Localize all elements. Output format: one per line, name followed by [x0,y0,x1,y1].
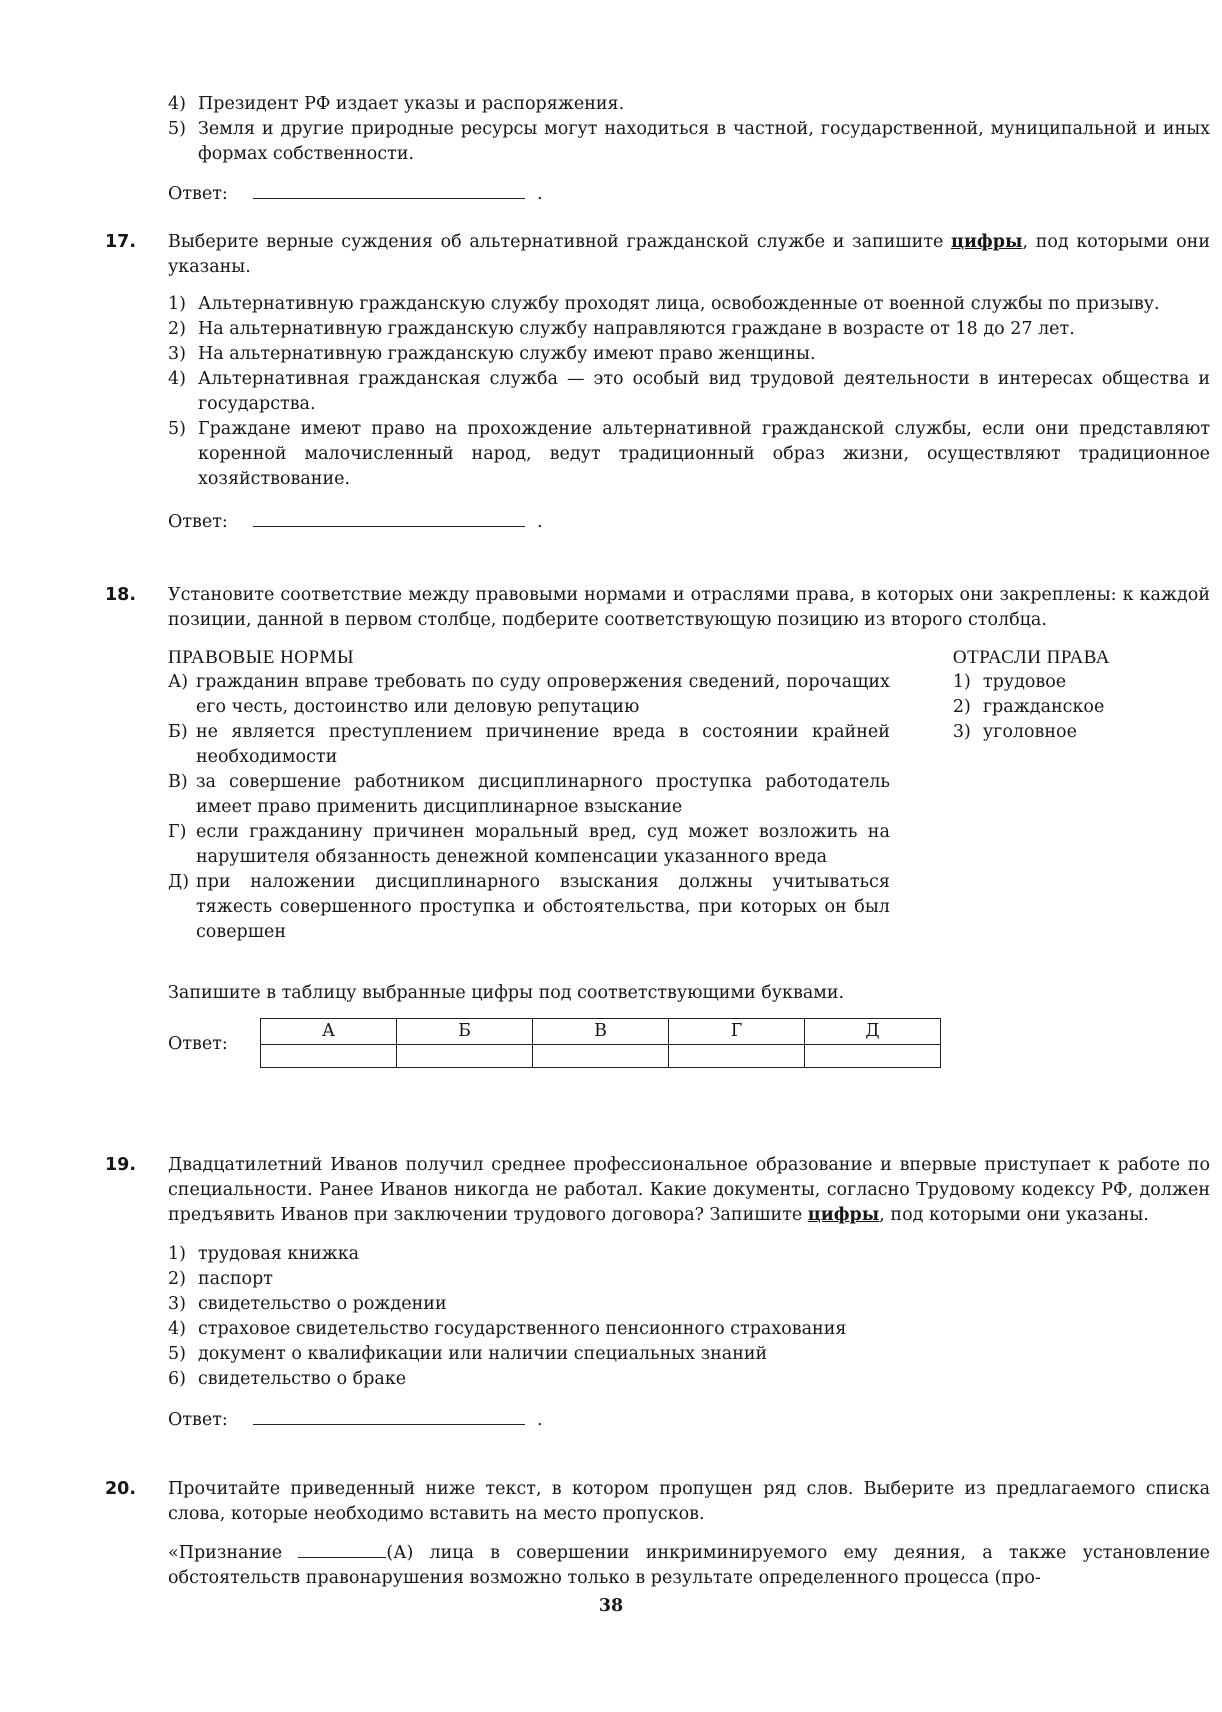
option-3: 3) На альтернативную гражданскую службу имеют право женщины. [168,344,816,364]
option-2: 2) паспорт [168,1269,273,1289]
option-4: 4) страховое свидетельство государственного пенсионного страхования [168,1319,847,1339]
task-number: 19. [105,1155,137,1175]
header-cell: Д [805,1019,941,1045]
norm-a: А) гражданин вправе требовать по суду опровержения сведений, порочащих его честь, достоинство или деловую репутацию [168,672,890,717]
header-cell: Б [397,1019,533,1045]
option-4: 4) Президент РФ издает указы и распоряжения. [168,94,625,114]
option-3: 3) свидетельство о рождении [168,1294,447,1314]
task-prompt: Двадцатилетний Иванов получил среднее профессиональное образование и впервые приступает к работе по специальности. Ранее Иванов никогда не работал. Какие документы, согласно Трудовому кодексу РФ, должен предъявить Иванов при заключении трудового договора? Запишите цифры, под которыми они указаны. [168,1155,1210,1225]
answer-line-17[interactable]: Ответ: . [168,508,1210,535]
option-6: 6) свидетельство о браке [168,1369,407,1389]
continued-options [168,92,1210,167]
norm-v: В) за совершение работником дисциплинарного проступка работодатель имеет право применить дисциплинарное взыскание [168,772,890,817]
answer-table[interactable] [260,1018,941,1068]
table-header-row [261,1019,941,1045]
answer-line-16[interactable]: Ответ: . [168,180,543,207]
task-20 [105,1477,1210,1591]
task-number: 20. [105,1479,137,1499]
option-5: 5) Земля и другие природные ресурсы могут находиться в частной, государственной, муниципальной и иных формах собственности. [168,119,1210,164]
column-header: ОТРАСЛИ ПРАВА [952,647,1110,668]
answer-label: Ответ: [168,1034,228,1054]
option-5: 5) Граждане имеют право на прохождение альтернативной гражданской службы, если они представляют коренной малочисленный народ, ведут традиционный образ жизни, осуществляют традиционное хозяйствование. [168,419,1210,489]
header-cell: В [533,1019,669,1045]
answer-blank[interactable] [253,508,525,527]
passage-text: «Признание (А) лица в совершении инкриминируемого ему деяния, а также установление обстоятельств правонарушения возможно только в результате определенного процесса (про- [168,1543,1210,1588]
task-prompt: Выберите верные суждения об альтернативной гражданской службе и запишите цифры, под которыми они указаны. [168,232,1210,277]
option-5: 5) документ о квалификации или наличии специальных знаний [168,1344,768,1364]
option-1: 1) Альтернативную гражданскую службу проходят лица, освобожденные от военной службы по призыву. [168,294,1160,314]
answer-cell[interactable] [261,1045,397,1068]
answer-cell[interactable] [533,1045,669,1068]
answer-blank[interactable] [253,180,525,199]
task-prompt: Прочитайте приведенный ниже текст, в котором пропущен ряд слов. Выберите из предлагаемого списка слова, которые необходимо вставить на место пропусков. [168,1479,1210,1524]
option-2: 2) На альтернативную гражданскую службу направляются граждане в возрасте от 18 до 27 лет. [168,319,1075,339]
task-number: 17. [105,232,137,252]
task-17 [105,230,1210,535]
option-4: 4) Альтернативная гражданская служба — это особый вид трудовой деятельности в интересах общества и государства. [168,369,1210,414]
option-list [168,292,1210,492]
answer-row[interactable] [261,1045,941,1068]
branch-2: 2) гражданское [952,697,1105,717]
header-cell: Г [669,1019,805,1045]
table-instruction: Запишите в таблицу выбранные цифры под соответствующими буквами. [168,983,845,1003]
task-19 [105,1153,1210,1433]
task-18 [105,583,1210,1072]
option-1: 1) трудовая книжка [168,1244,360,1264]
task-prompt: Установите соответствие между правовыми нормами и отраслями права, в которых они закреплены: к каждой позиции, данной в первом столбце, подберите соответствующую позицию из второго столбца. [168,585,1210,630]
header-cell: А [261,1019,397,1045]
task-number: 18. [105,585,137,605]
matching-columns [168,645,1210,945]
answer-line-19[interactable]: Ответ: . [168,1406,1210,1433]
page-number: 38 [598,1596,624,1616]
branch-3: 3) уголовное [952,722,1077,742]
column-header: ПРАВОВЫЕ НОРМЫ [168,647,355,668]
norm-b: Б) не является преступлением причинение вреда в состоянии крайней необходимости [168,722,890,767]
answer-cell[interactable] [669,1045,805,1068]
answer-cell[interactable] [397,1045,533,1068]
norm-d: Д) при наложении дисциплинарного взыскания должны учитываться тяжесть совершенного проступка и обстоятельства, при которых он был совершен [168,872,890,942]
gap-blank[interactable] [298,1541,386,1558]
law-branches-column [953,645,1210,945]
branch-1: 1) трудовое [952,672,1067,692]
answer-cell[interactable] [805,1045,941,1068]
norm-g: Г) если гражданину причинен моральный вред, суд может возложить на нарушителя обязанность денежной компенсации указанного вреда [168,822,890,867]
option-list [168,1242,1210,1392]
legal-norms-column [168,645,890,945]
answer-blank[interactable] [253,1406,525,1425]
